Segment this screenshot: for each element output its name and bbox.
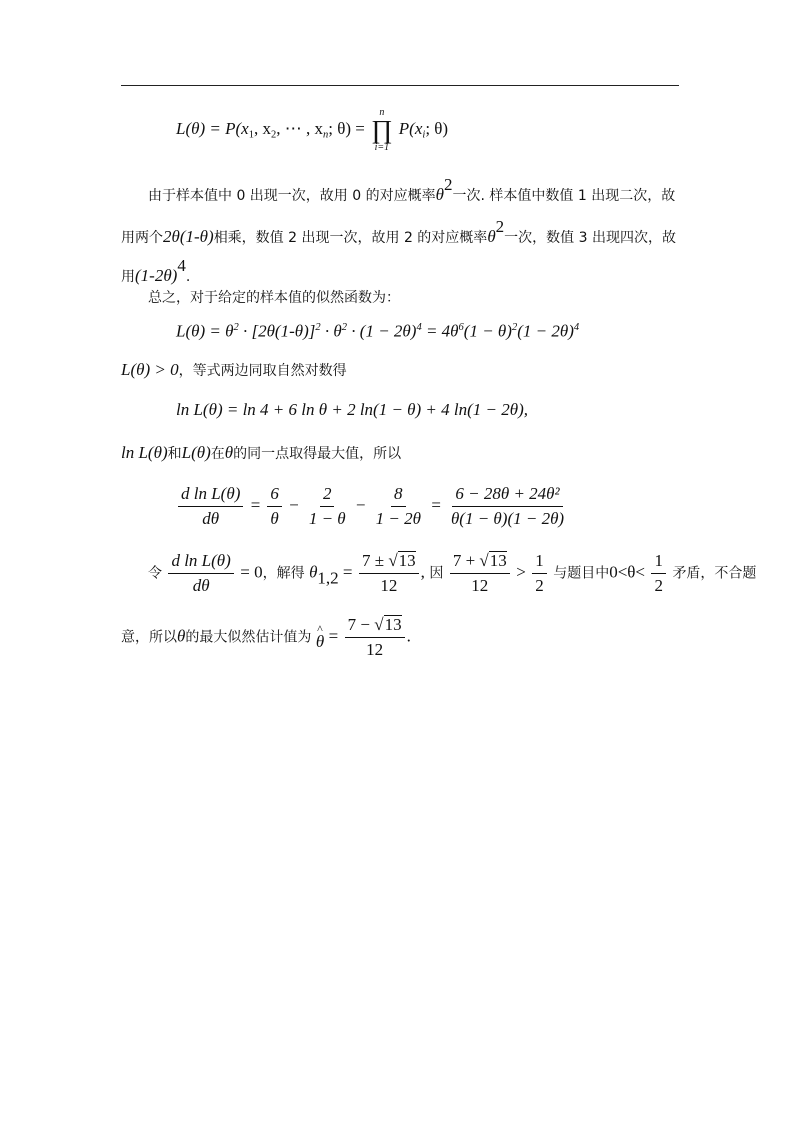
math-expression: 0<θ<: [609, 562, 646, 582]
eq-rhs-tail: ; θ): [425, 118, 449, 138]
equals-sign: =: [328, 626, 339, 646]
hat-accent: ^: [317, 621, 323, 636]
fraction: $\frac{7 + √13}{12}$: [450, 551, 510, 596]
text-segment: 和: [167, 446, 182, 462]
eq-part: · (1 − 2θ): [347, 321, 417, 341]
fraction: [532, 551, 547, 596]
equals-sign: =: [430, 495, 442, 515]
text-segment: ，解得: [262, 565, 305, 582]
text-segment: 的最大似然估计值为: [185, 629, 312, 646]
numerator: d ln L(θ): [178, 484, 243, 507]
text-segment: .: [185, 269, 191, 286]
math-expression: L(θ): [181, 443, 211, 462]
paragraph-3: [121, 360, 347, 381]
eq-part: = 4θ: [421, 321, 459, 341]
eq-part: · [2θ(1-θ)]: [238, 321, 316, 341]
superscript: 2: [341, 322, 348, 333]
eq-likelihood-full: [176, 318, 579, 341]
text-segment: 与题目中: [553, 565, 610, 582]
theta-symbol: θ: [177, 626, 186, 646]
denominator: 1 − θ: [308, 509, 346, 528]
superscript: 4: [177, 256, 186, 275]
fraction: $\frac{7 \pm √13}{12}$: [359, 551, 419, 596]
subscript: 1,2: [317, 568, 339, 588]
denominator: 12: [380, 576, 398, 595]
numerator: 7 +: [452, 551, 480, 570]
denominator: θ(1 − θ)(1 − 2θ): [450, 509, 565, 528]
superscript: 2: [511, 322, 518, 333]
theta-symbol: θ: [224, 443, 234, 462]
theta-symbol: θ: [487, 227, 496, 247]
eq-likelihood-definition: $L(\theta) = P(x_1$, $x_2$, ⋯ , $x_n$; θ) = n ∏ i=1 $P(x_i$; θ): [176, 107, 449, 153]
header-rule: [121, 85, 679, 86]
sqrt-radicand: 13: [384, 615, 402, 634]
eq-args: , x: [253, 118, 271, 138]
text-segment: 令: [148, 565, 162, 582]
numerator: 6: [267, 484, 282, 507]
sqrt-radicand: 13: [489, 551, 507, 570]
theta-symbol: θ: [435, 185, 444, 205]
minus-sign: −: [354, 495, 367, 515]
fraction: [448, 484, 567, 529]
text-segment: 用两个: [121, 230, 163, 247]
superscript: 4: [573, 322, 580, 333]
text-segment: 因: [429, 565, 444, 582]
denominator: 12: [471, 576, 489, 595]
product-upper-limit: n: [379, 107, 385, 118]
text-segment: 由于样本值中 0 出现一次，故用 0 的对应概率: [148, 188, 436, 205]
eq-rhs: P(x: [398, 118, 423, 138]
text-segment: 在: [210, 446, 225, 462]
theta-symbol: θ: [309, 562, 318, 582]
fraction: [306, 484, 349, 529]
numerator: 8: [391, 484, 406, 507]
denominator: 2: [654, 576, 663, 595]
denominator: dθ: [202, 509, 220, 528]
eq-log-likelihood: [176, 400, 528, 420]
fraction: [168, 551, 233, 596]
text-segment: 的同一点取得最大值，所以: [233, 446, 402, 462]
text-segment: 意，所以: [121, 629, 177, 646]
superscript: 6: [458, 322, 464, 333]
denominator: θ: [270, 509, 279, 528]
eq-tail: ; θ) =: [328, 118, 370, 138]
equals-sign: =: [338, 562, 353, 582]
denominator: 12: [366, 640, 384, 659]
minus-sign: −: [288, 495, 300, 515]
eq-part: (1 − 2θ): [517, 321, 574, 341]
product-lower-limit: i=1: [374, 142, 390, 153]
numerator: 2: [320, 484, 335, 507]
product-symbol: ∏: [371, 115, 393, 144]
greater-than-sign: >: [516, 562, 526, 582]
numerator: 1: [651, 551, 666, 574]
fraction: [651, 551, 666, 596]
math-expression: L(θ) > 0: [121, 360, 179, 379]
numerator: d ln L(θ): [168, 551, 233, 574]
paragraph-5-line-2: [121, 615, 411, 660]
text-segment: 一次. 样本值中数值 1 出现二次，故: [452, 188, 676, 205]
text-segment: 总之，对于给定的样本值的似然函数为：: [148, 290, 400, 306]
product-operator: [371, 107, 392, 153]
denominator: 2: [535, 576, 544, 595]
eq-lhs: L(θ) = P(x: [176, 118, 249, 138]
paragraph-1-line-1: [148, 175, 675, 206]
denominator: dθ: [192, 576, 210, 595]
superscript: 2: [443, 175, 453, 194]
fraction: [178, 484, 243, 529]
paragraph-1-line-2: [121, 217, 676, 248]
numerator: 7 −: [347, 615, 375, 634]
eq-part: · θ: [320, 321, 342, 341]
math-expression: ln L(θ): [121, 443, 168, 462]
superscript: 2: [315, 322, 321, 333]
math-expression: (1-2θ): [135, 266, 178, 286]
eq-part: L(θ) = θ: [176, 321, 234, 341]
numerator: 6 − 28θ + 24θ²: [452, 484, 562, 507]
paragraph-5-line-1: [148, 551, 756, 596]
theta-hat: [315, 621, 325, 651]
fraction: $\frac{7 - √13}{12}$: [345, 615, 405, 660]
text-segment: 用: [121, 269, 135, 286]
math-expression: = 0: [240, 562, 263, 582]
superscript: 2: [495, 217, 505, 236]
period: .: [406, 626, 411, 646]
eq-text: ln L(θ) = ln 4 + 6 ln θ + 2 ln(1 − θ) + 4 ln(1 − 2θ),: [176, 400, 529, 419]
fraction: [267, 484, 282, 529]
paragraph-1-line-3: [121, 256, 190, 287]
paragraph-2: [148, 288, 400, 308]
superscript: 4: [416, 322, 422, 333]
eq-derivative: [176, 484, 569, 529]
text-segment: 相乘，数值 2 出现一次，故用 2 的对应概率: [213, 230, 488, 247]
eq-part: (1 − θ): [463, 321, 512, 341]
comma: ,: [420, 562, 425, 582]
theta-symbol: θ: [315, 631, 325, 651]
equals-sign: =: [249, 495, 262, 515]
denominator: 1 − 2θ: [375, 509, 421, 528]
superscript: 2: [233, 322, 239, 333]
numerator: 1: [532, 551, 547, 574]
text-segment: 矛盾，不合题: [672, 565, 757, 582]
numerator: 7 ±: [361, 551, 389, 570]
paragraph-4: [121, 443, 401, 464]
sqrt-radicand: 13: [398, 551, 416, 570]
fraction: [373, 484, 424, 529]
math-expression: 2θ(1-θ): [163, 227, 214, 247]
eq-dots: , ⋯ , x: [276, 118, 323, 138]
text-segment: ，等式两边同取自然对数得: [178, 363, 347, 379]
text-segment: 一次，数值 3 出现四次，故: [504, 230, 676, 247]
